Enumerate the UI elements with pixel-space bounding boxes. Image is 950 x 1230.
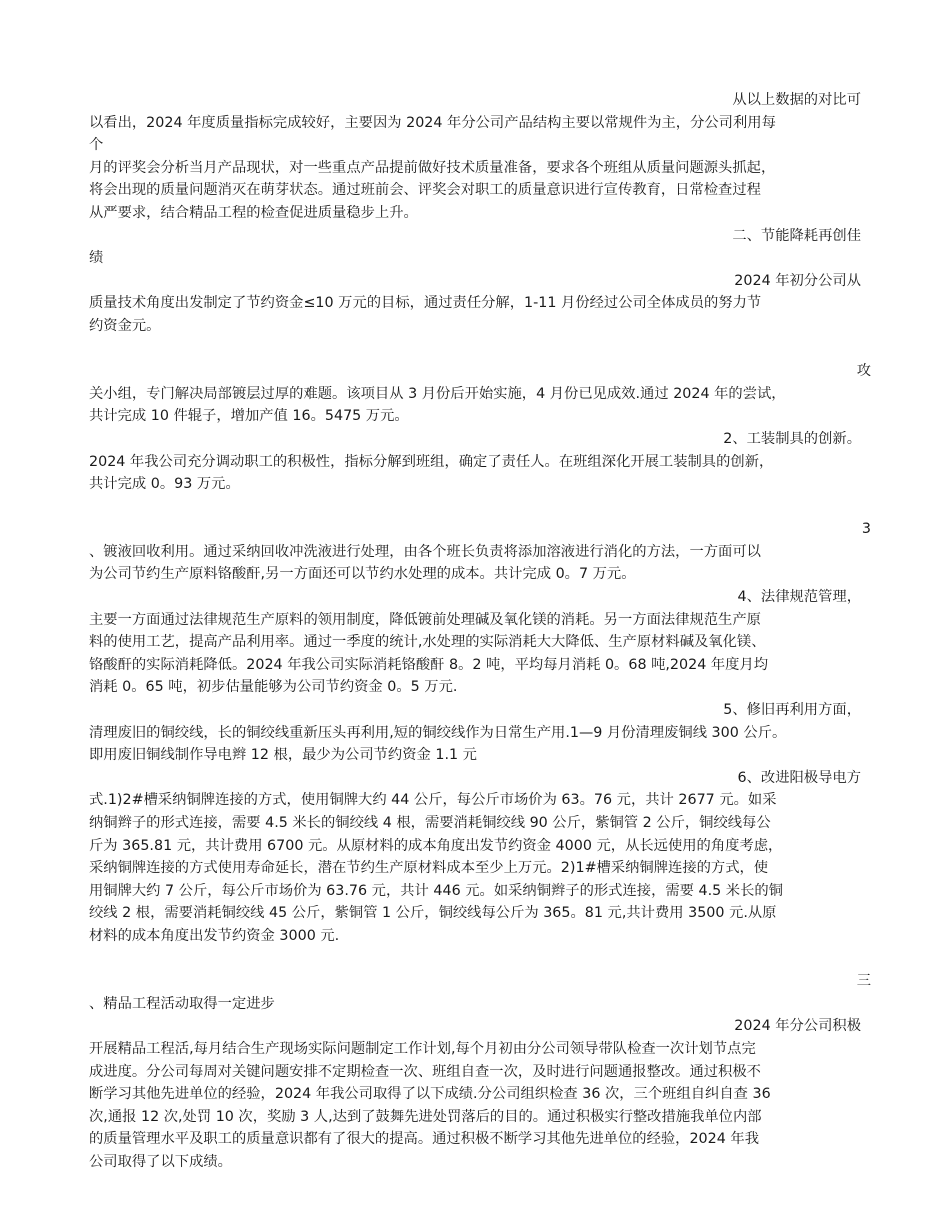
text-line: 6、改进阳极导电方 — [737, 769, 861, 786]
text-line: 2024 年分公司积极 — [734, 1018, 861, 1035]
text-line: 约资金元。 — [89, 317, 161, 334]
text-line: 式.1)2#槽采纳铜牌连接的方式，使用铜牌大约 44 公斤，每公斤市场价为 63。76 元，共计 2677 元。如采 — [89, 792, 777, 809]
text-line: 用铜牌大约 7 公斤，每公斤市场价为 63.76 元，共计 446 元。如采纳铜辫子的形式连接，需要 4.5 米长的铜 — [89, 882, 783, 899]
text-line: 3 — [861, 521, 871, 538]
text-line: 公司取得了以下成绩。 — [89, 1153, 232, 1170]
blank-line — [89, 948, 861, 971]
text-line: 二、节能降耗再创佳 — [732, 227, 861, 244]
text-line: 斤为 365.81 元，共计费用 6700 元。从原材料的成本角度出发节约资金 4000 元，从长远使用的角度考虑， — [89, 837, 783, 854]
text-line: 次,通报 12 次,处罚 10 次，奖励 3 人,达到了鼓舞先进处罚落后的目的。通过积极实行整改措施我单位内部 — [89, 1108, 762, 1125]
text-line: 的质量管理水平及职工的质量意识都有了很大的提高。通过积极不断学习其他先进单位的经验，2024 年我 — [89, 1131, 759, 1148]
text-line: 断学习其他先进单位的经验，2024 年我公司取得了以下成绩.分公司组织检查 36 次，三个班组自纠自查 36 — [89, 1086, 771, 1103]
text-line: 成进度。分公司每周对关键问题安排不定期检查一次、班组自查一次，及时进行问题通报整改。通过积极不 — [89, 1063, 761, 1080]
text-line: 、精品工程活动取得一定进步 — [89, 995, 275, 1012]
text-line: 从严要求，结合精品工程的检查促进质量稳步上升。 — [89, 204, 418, 221]
text-line: 为公司节约生产原料铬酸酐,另一方面还可以节约水处理的成本。共计完成 0。7 万元。 — [89, 566, 636, 583]
text-line: 共计完成 0。93 万元。 — [89, 476, 240, 493]
text-line: 主要一方面通过法律规范生产原料的领用制度，降低镀前处理碱及氧化镁的消耗。另一方面法律规范生产原 — [89, 611, 761, 628]
text-line: 月的评奖会分析当月产品现状，对一些重点产品提前做好技术质量准备，要求各个班组从质量问题源头抓起， — [89, 159, 776, 176]
blank-line — [89, 496, 861, 519]
text-line: 从以上数据的对比可 — [732, 92, 861, 108]
text-line: 消耗 0。65 吨，初步估量能够为公司节约资金 0。5 万元. — [89, 679, 458, 696]
text-line: 以看出，2024 年度质量指标完成较好，主要因为 2024 年分公司产品结构主要以常规件为主，分公司利用每 — [89, 114, 776, 131]
text-line: 开展精品工程活,每月结合生产现场实际问题制定工作计划,每个月初由分公司领导带队检查一次计划节点完 — [89, 1040, 756, 1057]
text-line: 个 — [89, 137, 104, 154]
text-line: 将会出现的质量问题消灭在萌芽状态。通过班前会、评奖会对职工的质量意识进行宣传教育，日常检查过程 — [89, 182, 761, 199]
text-line: 质量技术角度出发制定了节约资金≤10 万元的目标，通过责任分解，1-11 月份经过公司全体成员的努力节 — [89, 295, 762, 312]
text-line: 2024 年我公司充分调动职工的积极性，指标分解到班组，确定了责任人。在班组深化开展工装制具的创新， — [89, 453, 774, 470]
text-line: 料的使用工艺，提高产品利用率。通过一季度的统计,水处理的实际消耗大大降低、生产原材料碱及氧化镁、 — [89, 634, 766, 651]
text-line: 材料的成本角度出发节约资金 3000 元. — [89, 927, 340, 944]
document-body — [89, 89, 871, 1174]
text-line: 纳铜辫子的形式连接，需要 4.5 米长的铜绞线 4 根，需要消耗铜绞线 90 公斤，紫铜管 2 公斤，铜绞线每公 — [89, 815, 771, 831]
text-line: 采纳铜牌连接的方式使用寿命延长，潜在节约生产原材料成本至少上万元。2)1#槽采纳铜牌连接的方式，使 — [89, 860, 769, 877]
blank-line — [89, 338, 861, 361]
text-line: 5、修旧再利用方面， — [723, 702, 861, 719]
text-line: 绩 — [89, 250, 104, 267]
text-line: 绞线 2 根，需要消耗铜绞线 45 公斤，紫铜管 1 公斤，铜绞线每公斤为 365。81 元,共计费用 3500 元.从原 — [89, 905, 777, 922]
text-line: 铬酸酐的实际消耗降低。2024 年我公司实际消耗铬酸酐 8。2 吨，平均每月消耗 0。68 吨,2024 年度月均 — [89, 656, 769, 673]
text-line: 2、工装制具的创新。 — [723, 430, 861, 447]
text-line: 4、法律规范管理， — [737, 589, 861, 606]
text-line: 三 — [856, 973, 871, 990]
text-line: 2024 年初分公司从 — [734, 272, 861, 289]
text-line: 攻 — [856, 363, 871, 380]
text-line: 清理废旧的铜绞线，长的铜绞线重新压头再利用,短的铜绞线作为日常生产用.1—9 月份清理废铜线 300 公斤。 — [89, 724, 787, 741]
text-line: 即用废旧铜线制作导电辫 12 根，最少为公司节约资金 1.1 元 — [89, 747, 477, 764]
text-line: 关小组，专门解决局部镀层过厚的难题。该项目从 3 月份后开始实施，4 月份已见成效.通过 2024 年的尝试， — [89, 385, 786, 402]
text-line: 共计完成 10 件辊子，增加产值 16。5475 万元。 — [89, 408, 409, 425]
text-line: 、镀液回收利用。通过采纳回收冲洗液进行处理，由各个班长负责将添加溶液进行消化的方法，一方面可以 — [89, 543, 761, 560]
